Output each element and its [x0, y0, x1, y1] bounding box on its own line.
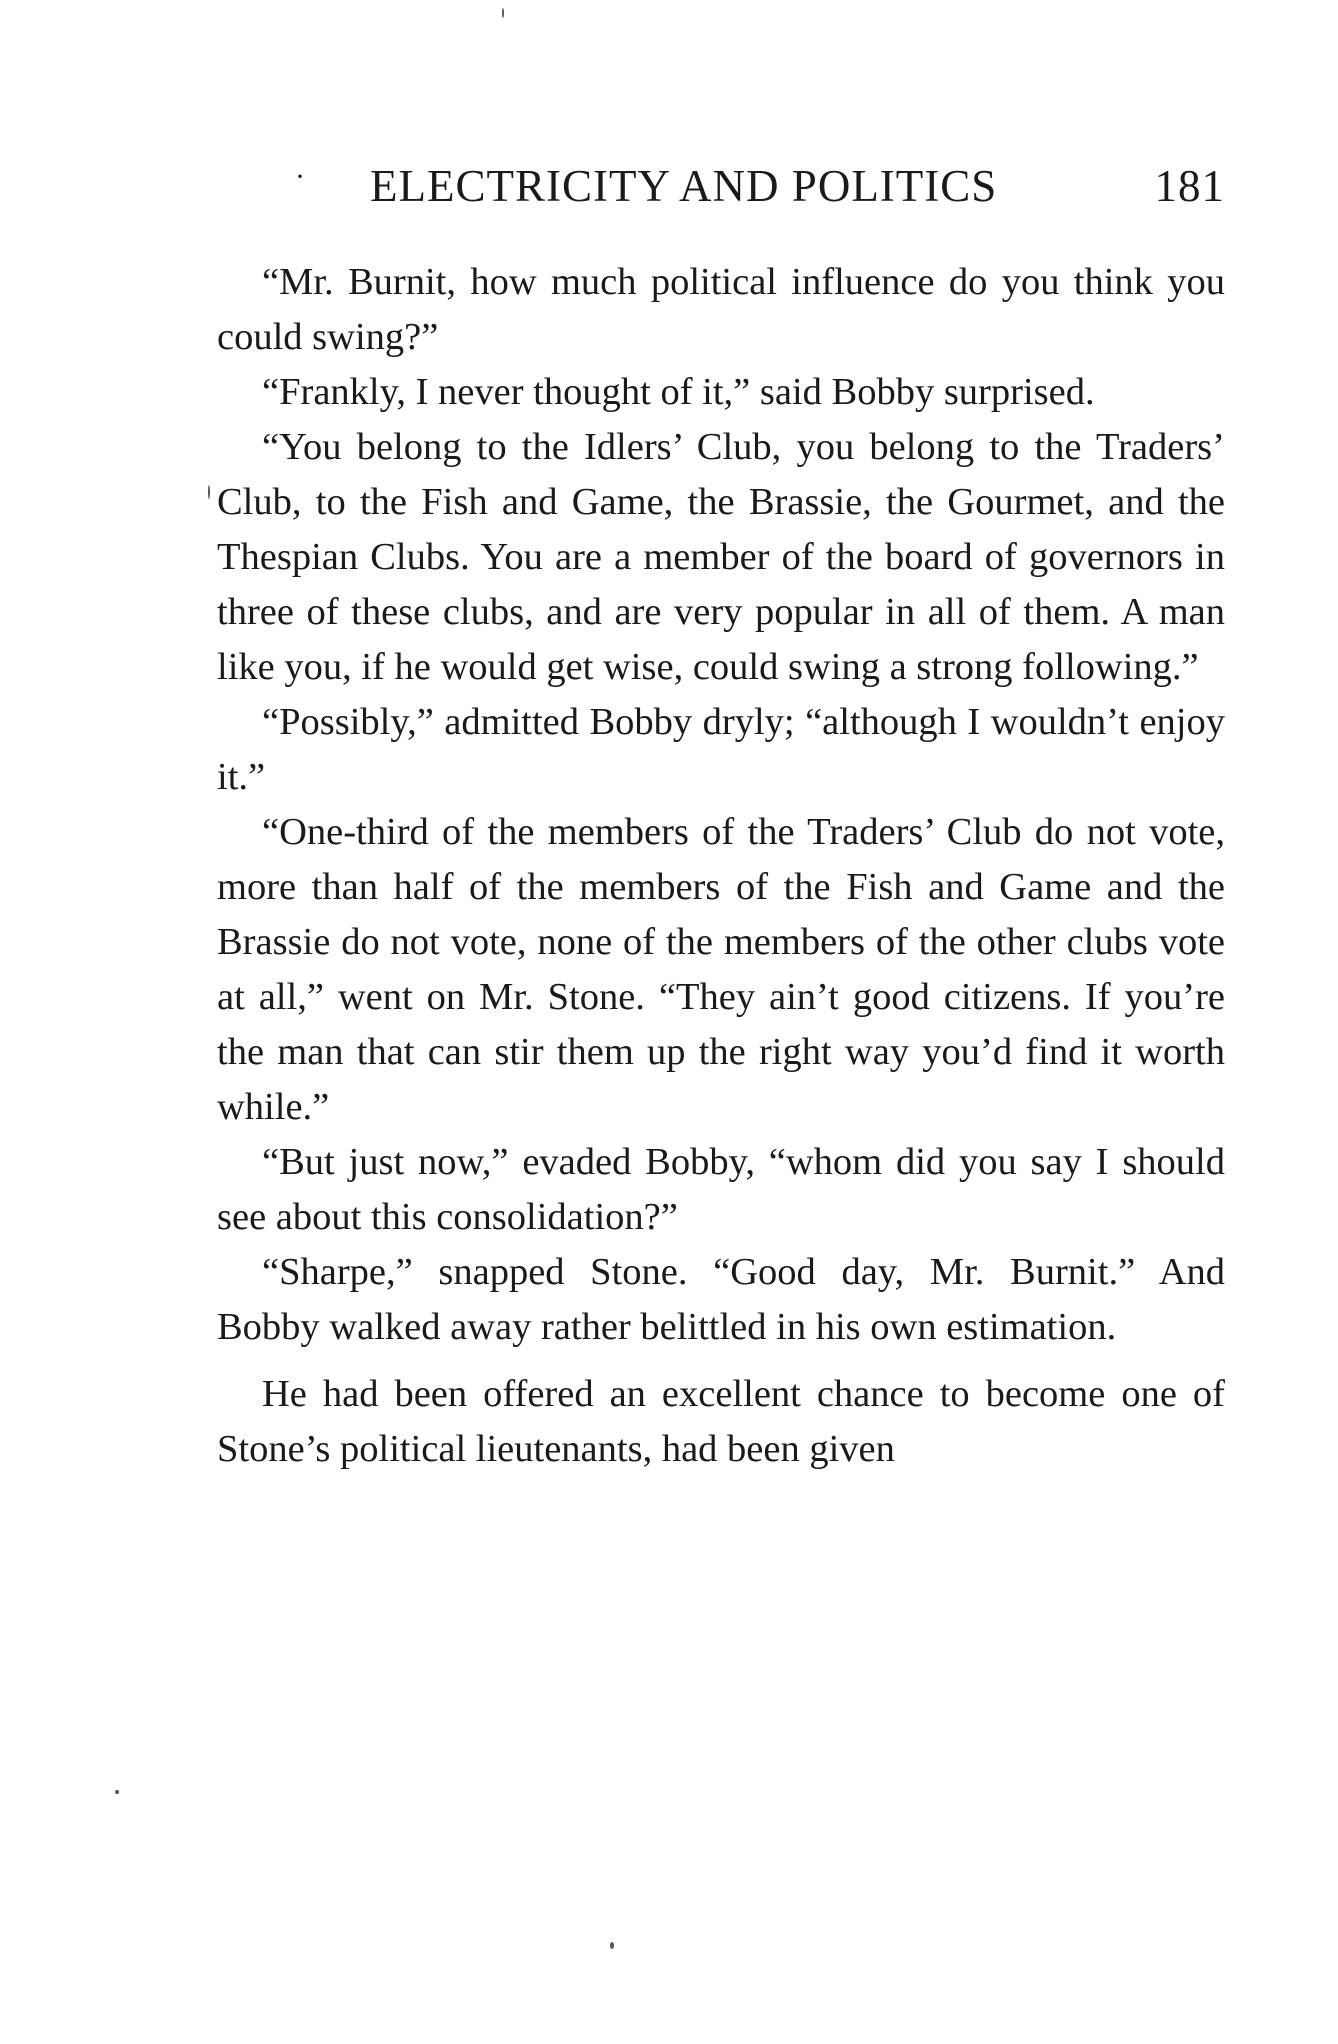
paragraph: “Sharpe,” snapped Stone. “Good day, Mr. Burnit.” And Bobby walked away rather belittled in his own estimation.: [217, 1251, 1225, 1348]
paragraph: He had been offered an excellent chance to become one of Stone’s political lieutenants, had been given: [217, 1373, 1225, 1470]
speck: [208, 485, 210, 499]
speck: [610, 1942, 614, 1949]
paragraph: “Possibly,” admitted Bobby dryly; “although I wouldn’t enjoy it.”: [217, 701, 1225, 798]
page-number: 181: [1154, 161, 1225, 211]
paragraph: “You belong to the Idlers’ Club, you belong to the Traders’ Club, to the Fish and Game, the Brassie, the Gourmet, and the Thespian Clubs. You are a member of the board of governors in three of these clubs, and are very popular in all of them. A man like you, if he would get wise, could swing a strong following.”: [217, 426, 1225, 688]
speck: [502, 8, 504, 18]
running-head: [215, 160, 1225, 220]
speck: [115, 1790, 119, 1794]
paragraph: “One-third of the members of the Traders’ Club do not vote, more than half of the members of the Fish and Game and the Brassie do not vote, none of the members of the other clubs vote at all,” went on Mr. Stone. “They ain’t good citizens. If you’re the man that can stir them up the right way you’d find it worth while.”: [217, 811, 1225, 1128]
paragraph: “But just now,” evaded Bobby, “whom did you say I should see about this consolidation?”: [217, 1141, 1225, 1238]
paragraph: “Frankly, I never thought of it,” said Bobby surprised.: [262, 371, 1095, 413]
stray-mark: ·: [295, 160, 306, 193]
paragraph: “Mr. Burnit, how much political influence do you think you could swing?”: [217, 261, 1225, 358]
body-text: [217, 255, 1225, 1477]
chapter-title: ELECTRICITY AND POLITICS: [370, 161, 998, 211]
